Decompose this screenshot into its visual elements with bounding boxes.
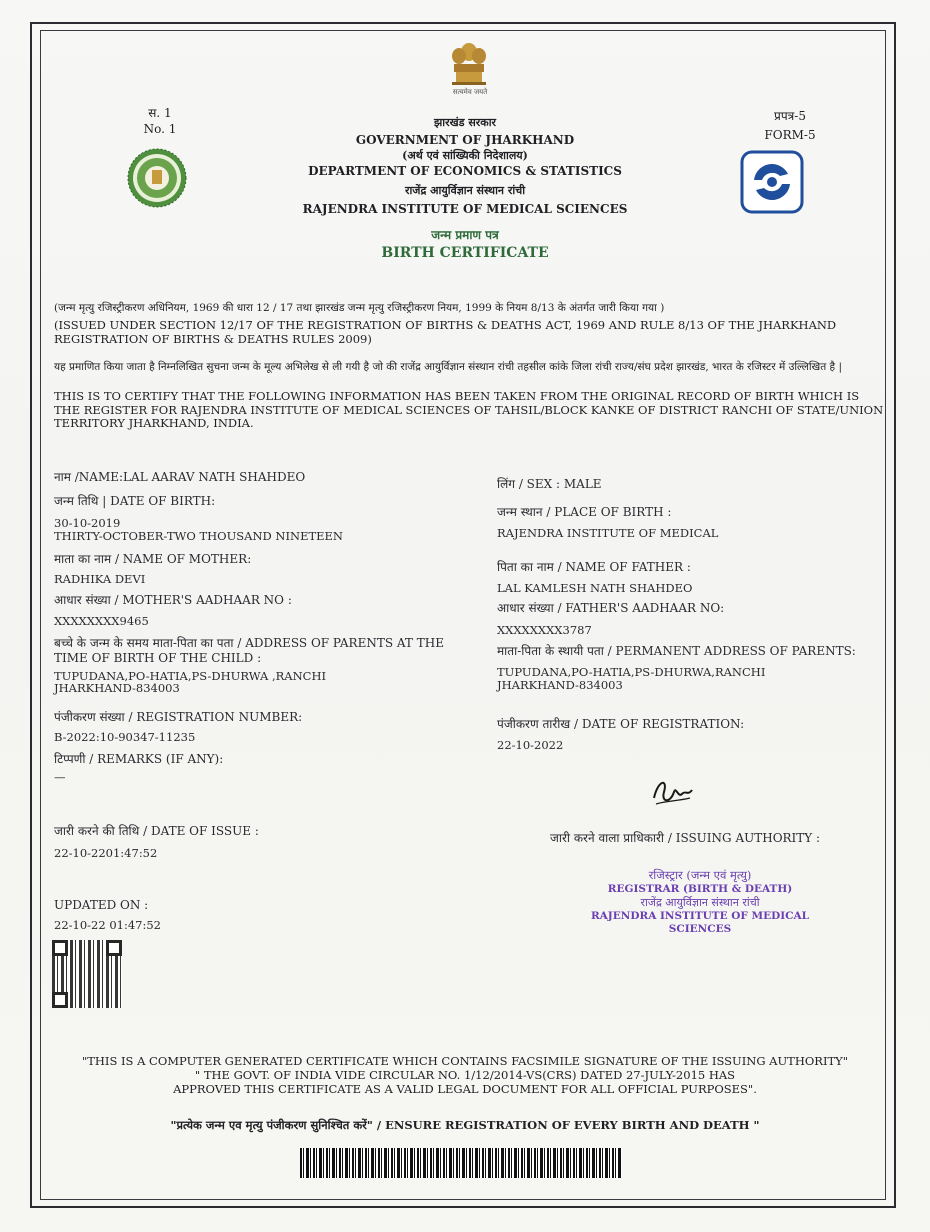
registration-number-value: B-2022:10-90347-11235 (54, 730, 196, 744)
registration-number-label: पंजीकरण संख्या / REGISTRATION NUMBER: (54, 710, 303, 724)
certify-english: THIS IS TO CERTIFY THAT THE FOLLOWING INFORMATION HAS BEEN TAKEN FROM THE ORIGINAL RECORD OF BIRTH WHICH IS THE REGISTER FOR RAJENDRA INSTITUTE OF MEDICAL SCIENCES OF TAHSIL/BLOCK KANKE OF DISTRICT RANCHI OF STATE/UNION TERRITORY JHARKHAND, INDIA. (54, 389, 884, 430)
institute-hindi: राजेंद्र आयुर्विज्ञान संस्थान रांची (404, 184, 526, 197)
footer-slogan: "प्रत्येक जन्म एव मृत्यु पंजीकरण सुनिश्चित करें" / ENSURE REGISTRATION OF EVERY BIRTH AND DEATH " (170, 1118, 760, 1132)
permanent-address-line1: TUPUDANA,PO-HATIA,PS-DHURWA,RANCHI (497, 665, 766, 679)
place-of-birth-label: जन्म स्थान / PLACE OF BIRTH : (497, 505, 672, 519)
sex: लिंग / SEX : MALE (497, 477, 602, 491)
serial-hindi: स. 1 (148, 106, 172, 120)
address-at-birth-line1: TUPUDANA,PO-HATIA,PS-DHURWA ,RANCHI (54, 669, 327, 683)
updated-on-value: 22-10-22 01:47:52 (54, 918, 161, 932)
emblem-motto: सत्यमेव जयते (452, 88, 488, 96)
certify-hindi: यह प्रमाणित किया जाता है निम्नलिखित सुचना जन्म के मूल्य अभिलेख से ली गयी है जो की राजेंद्र आयुर्विज्ञान संस्थान रांची तहसील कांके जिला रांची राज्य/संघ प्रदेश झारखंड, भारत के रजिस्टर में उल्लिखित है | (54, 361, 842, 373)
child-name: नाम /NAME:LAL AARAV NATH SHAHDEO (54, 470, 306, 484)
registration-date-value: 22-10-2022 (497, 738, 564, 752)
footer-line-3: APPROVED THIS CERTIFICATE AS A VALID LEGAL DOCUMENT FOR ALL OFFICIAL PURPOSES". (173, 1082, 757, 1096)
serial-number: No. 1 (143, 122, 177, 136)
national-emblem-icon (446, 40, 492, 88)
dob-value: 30-10-2019 (54, 516, 121, 530)
mother-name-value: RADHIKA DEVI (54, 572, 146, 586)
form-hindi: प्रपत्र-5 (774, 109, 806, 123)
remarks-value: — (54, 770, 66, 784)
issued-under-english: (ISSUED UNDER SECTION 12/17 OF THE REGISTRATION OF BIRTHS & DEATHS ACT, 1969 AND RULE 8/13 OF THE JHARKHAND REGISTRATION OF BIRTHS & DEATHS RULES 2009) (54, 318, 837, 346)
remarks-label: टिप्पणी / REMARKS (IF ANY): (54, 752, 224, 766)
permanent-address-line2: JHARKHAND-834003 (497, 678, 623, 692)
permanent-address-label: माता-पिता के स्थायी पता / PERMANENT ADDRESS OF PARENTS: (497, 644, 856, 658)
stamp-line-4: RAJENDRA INSTITUTE OF MEDICAL SCIENCES (590, 910, 810, 935)
stamp-line-2: REGISTRAR (BIRTH & DEATH) (607, 883, 793, 895)
jharkhand-seal-icon (127, 148, 187, 208)
mother-name-label: माता का नाम / NAME OF MOTHER: (54, 552, 252, 566)
dept-english: DEPARTMENT OF ECONOMICS & STATISTICS (308, 164, 622, 178)
qr-code[interactable] (52, 940, 122, 1008)
address-at-birth-label: बच्चे के जन्म के समय माता-पिता का पता / ADDRESS OF PARENTS AT THE TIME OF BIRTH OF THE CHILD : (54, 636, 444, 665)
dob-words: THIRTY-OCTOBER-TWO THOUSAND NINETEEN (54, 529, 343, 543)
registration-date-label: पंजीकरण तारीख / DATE OF REGISTRATION: (497, 717, 745, 731)
address-at-birth-line2: JHARKHAND-834003 (54, 681, 180, 695)
footer-line-2: " THE GOVT. OF INDIA VIDE CIRCULAR NO. 1/12/2014-VS(CRS) DATED 27-JULY-2015 HAS (194, 1068, 736, 1082)
updated-on-label: UPDATED ON : (54, 898, 149, 912)
crs-logo-icon (740, 150, 804, 214)
title-hindi: जन्म प्रमाण पत्र (431, 228, 499, 242)
issued-under-hindi: (जन्म मृत्यु रजिस्ट्रीकरण अधिनियम, 1969 की धारा 12 / 17 तथा झारखंड जन्म मृत्यु रजिस्ट्रीकरण नियम, 1999 के नियम 8/13 के अंतर्गत जारी किया गया ) (54, 302, 665, 314)
barcode (300, 1148, 622, 1178)
father-aadhaar-value: XXXXXXXX3787 (497, 623, 592, 637)
dept-hindi: (अर्थ एवं सांख्यिकी निदेशालय) (402, 149, 528, 162)
institute-english: RAJENDRA INSTITUTE OF MEDICAL SCIENCES (302, 202, 628, 216)
govt-hindi: झारखंड सरकार (433, 116, 497, 129)
place-of-birth-value: RAJENDRA INSTITUTE OF MEDICAL (497, 526, 719, 540)
date-of-issue-label: जारी करने की तिथि / DATE OF ISSUE : (54, 824, 259, 838)
stamp-line-1: रजिस्ट्रार (जन्म एवं मृत्यु) (648, 868, 752, 882)
mother-aadhaar-value: XXXXXXXX9465 (54, 614, 149, 628)
mother-aadhaar-label: आधार संख्या / MOTHER'S AADHAAR NO : (54, 593, 292, 607)
father-name-value: LAL KAMLESH NATH SHAHDEO (497, 581, 693, 595)
father-aadhaar-label: आधार संख्या / FATHER'S AADHAAR NO: (497, 601, 725, 615)
father-name-label: पिता का नाम / NAME OF FATHER : (497, 560, 691, 574)
certificate-title: BIRTH CERTIFICATE (381, 245, 549, 261)
stamp-line-3: राजेंद्र आयुर्विज्ञान संस्थान रांची (640, 896, 760, 909)
dob-label: जन्म तिथि | DATE OF BIRTH: (54, 494, 216, 508)
form-number: FORM-5 (764, 128, 816, 142)
issuing-authority-label: जारी करने वाला प्राधिकारी / ISSUING AUTHORITY : (550, 831, 821, 845)
signature-icon (648, 774, 698, 812)
govt-english: GOVERNMENT OF JHARKHAND (355, 133, 575, 147)
footer-line-1: "THIS IS A COMPUTER GENERATED CERTIFICATE WHICH CONTAINS FACSIMILE SIGNATURE OF THE ISSUING AUTHORITY" (81, 1054, 849, 1068)
date-of-issue-value: 22-10-2201:47:52 (54, 846, 158, 860)
